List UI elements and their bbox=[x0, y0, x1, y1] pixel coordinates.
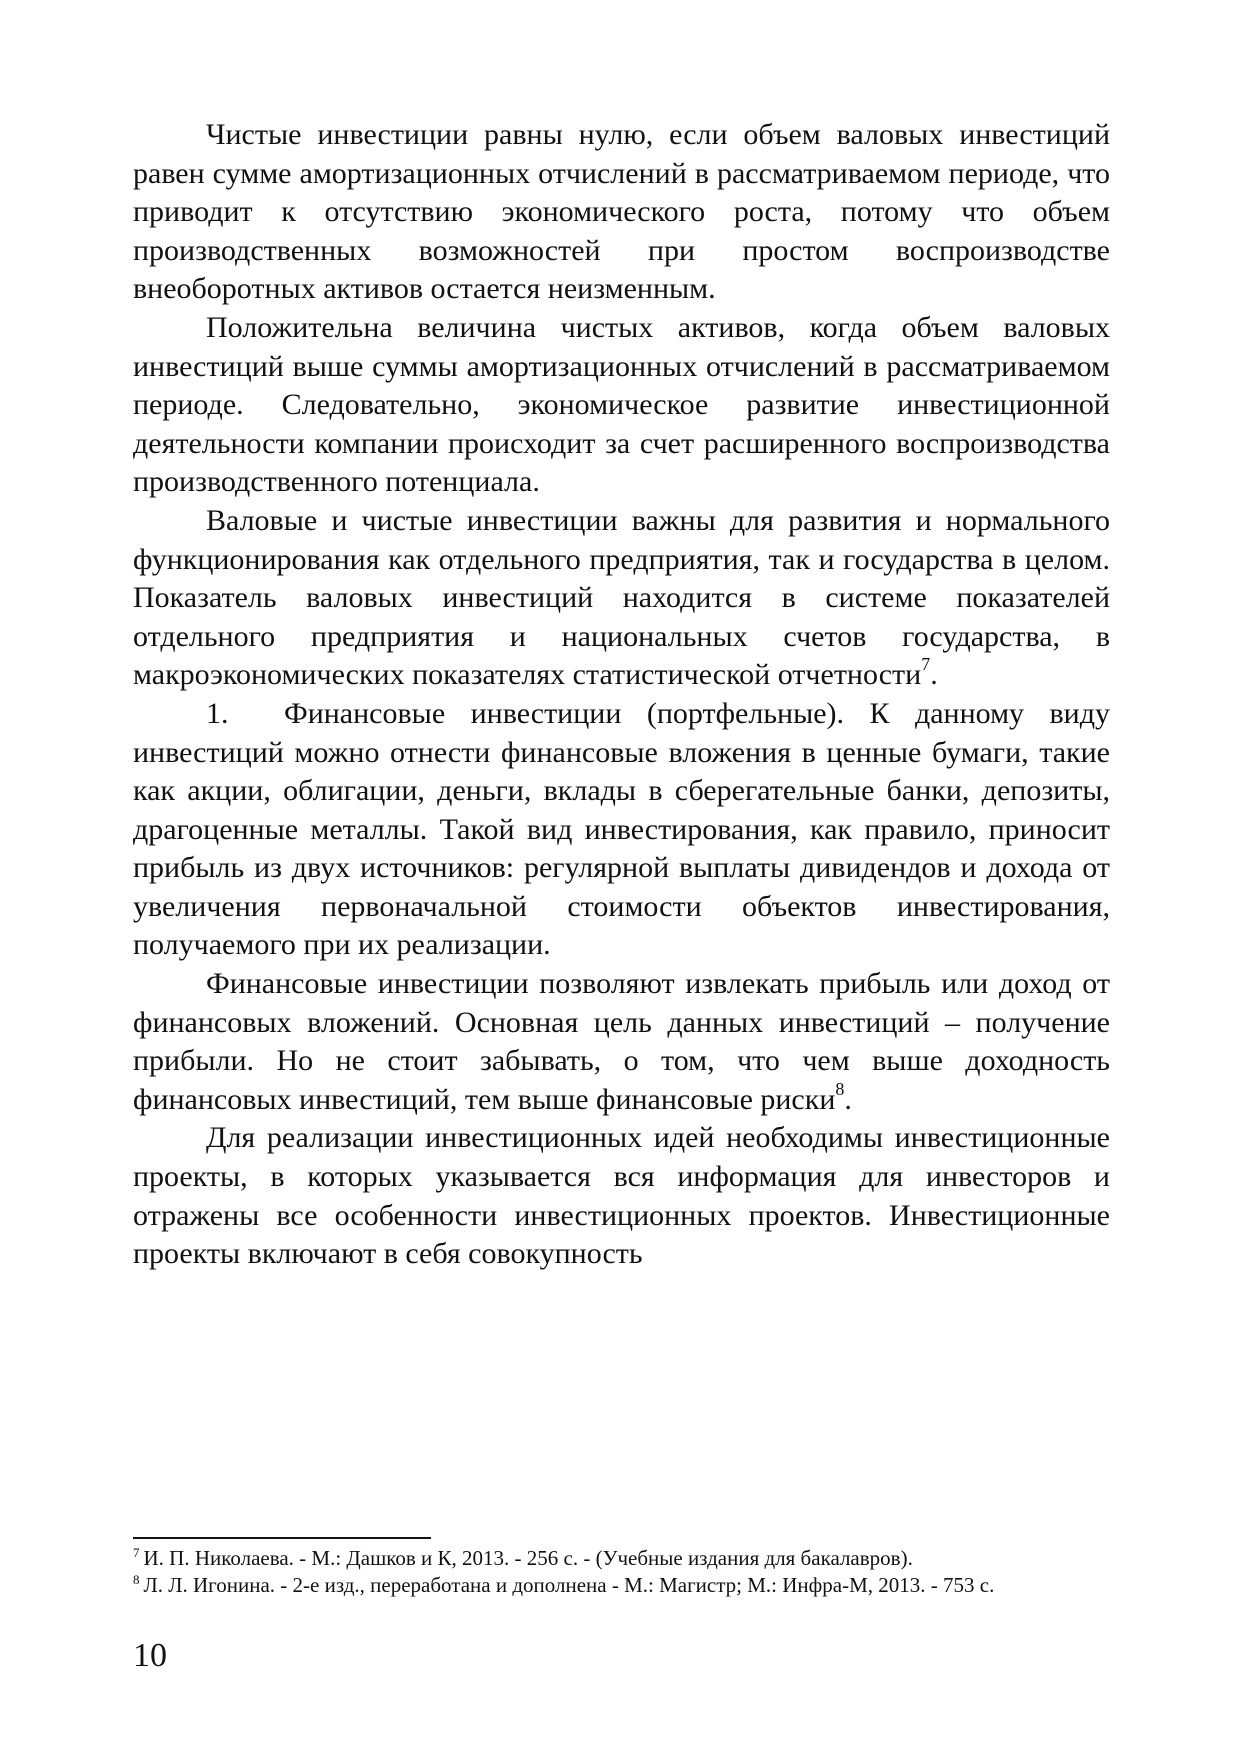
paragraph-text: Положительна величина чистых активов, когда объем валовых инвестиций выше суммы амортизационных отчислений в рассматриваемом периоде. Следовательно, экономическое развитие инвестиционной деятельности компании происходит за счет расширенного воспроизводства производственного потенциала. bbox=[133, 310, 1110, 499]
paragraph-end-punct: . bbox=[930, 658, 938, 692]
main-text bbox=[133, 116, 1110, 1274]
paragraph-2 bbox=[133, 309, 1110, 502]
footnotes bbox=[133, 1545, 1110, 1599]
footnote-7 bbox=[133, 1545, 1110, 1572]
footnote-ref-7[interactable]: 7 bbox=[921, 654, 931, 675]
paragraph-5 bbox=[133, 965, 1110, 1119]
paragraph-3 bbox=[133, 502, 1110, 695]
paragraph-text: Для реализации инвестиционных идей необходимы инвестиционные проекты, в которых указывается вся информация для инвесторов и отражены все особенности инвестиционных проектов. Инвестиционные проекты включают в себя совокупность bbox=[133, 1121, 1110, 1271]
footnote-8 bbox=[133, 1572, 1110, 1599]
paragraph-text: Финансовые инвестиции (портфельные). К данному виду инвестиций можно отнести финансовые вложения в ценные бумаги, такие как акции, облигации, деньги, вклады в сберегательные банки, депозиты, драгоценные металлы. Такой вид инвестирования, как правило, приносит прибыль из двух источников: регулярной выплаты дивидендов и дохода от увеличения первоначальной стоимости объектов инвестирования, получаемого при их реализации. bbox=[133, 696, 1110, 962]
paragraph-6 bbox=[133, 1119, 1110, 1273]
footnote-text: Л. Л. Игонина. - 2-е изд., переработана и дополнена - М.: Магистр; М.: Инфра-М, 2013. - 753 с. bbox=[143, 1573, 995, 1597]
footnote-separator bbox=[133, 1537, 431, 1539]
footnote-ref-8[interactable]: 8 bbox=[835, 1078, 845, 1099]
paragraph-text: Валовые и чистые инвестиции важны для развития и нормального функционирования как отдельного предприятия, так и государства в целом. Показатель валовых инвестиций находится в системе показателей отдельного предприятия и национальных счетов государства, в макроэкономических показателях статистической отчетности bbox=[133, 503, 1110, 692]
footnote-number: 7 bbox=[133, 1545, 140, 1560]
paragraph-text: Финансовые инвестиции позволяют извлекать прибыль или доход от финансовых вложений. Основная цель данных инвестиций – получение прибыли. Но не стоит забывать, о том, что чем выше доходность финансовых инвестиций, тем выше финансовые риски bbox=[133, 967, 1110, 1116]
paragraph-1 bbox=[133, 116, 1110, 309]
list-number: 1. bbox=[206, 696, 229, 730]
page-number: 10 bbox=[133, 1637, 167, 1674]
paragraph-end-punct: . bbox=[844, 1082, 852, 1116]
footnote-text: И. П. Николаева. - М.: Дашков и К, 2013. - 256 с. - (Учебные издания для бакалавров). bbox=[143, 1546, 913, 1570]
paragraph-4-numbered bbox=[133, 695, 1110, 965]
paragraph-text: Чистые инвестиции равны нулю, если объем валовых инвестиций равен сумме амортизационных отчислений в рассматриваемом периоде, что приводит к отсутствию экономического роста, потому что объем производственных возможностей при простом воспроизводстве внеоборотных активов остается неизменным. bbox=[133, 118, 1110, 306]
footnote-number: 8 bbox=[133, 1572, 140, 1587]
